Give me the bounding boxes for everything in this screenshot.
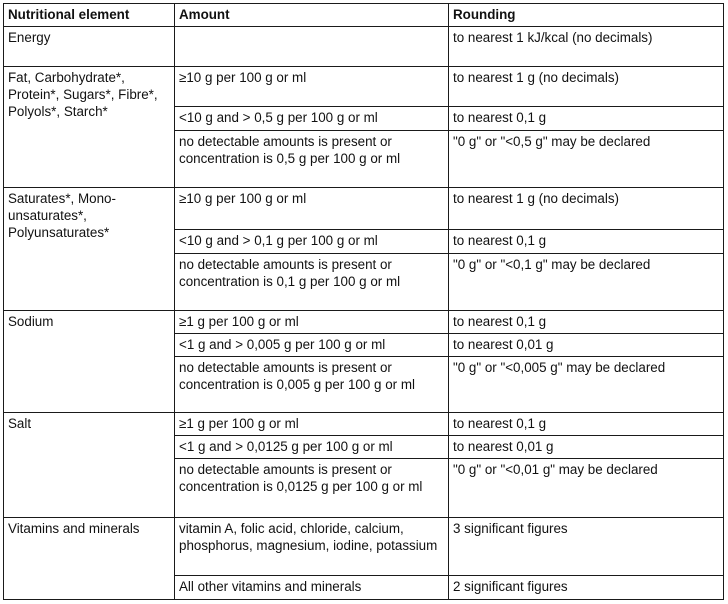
rounding-cell: to nearest 0,1 g [449,107,724,131]
element-cell-fat-carbohydrate: Fat, Carbohydrate*, Protein*, Sugars*, Fibre*, Polyols*, Starch* [4,67,175,188]
amount-cell: no detectable amounts is present or concentration is 0,1 g per 100 g or ml [175,254,449,311]
amount-cell: ≥1 g per 100 g or ml [175,311,449,334]
amount-cell: <1 g and > 0,0125 g per 100 g or ml [175,436,449,459]
amount-cell: <10 g and > 0,1 g per 100 g or ml [175,230,449,254]
amount-cell [175,27,449,67]
rounding-cell: to nearest 1 g (no decimals) [449,188,724,230]
table-row [4,67,724,107]
amount-cell: ≥1 g per 100 g or ml [175,413,449,436]
amount-cell: ≥10 g per 100 g or ml [175,67,449,107]
rounding-cell: to nearest 1 g (no decimals) [449,67,724,107]
header-nutritional-element: Nutritional element [4,4,175,27]
element-cell-sodium: Sodium [4,311,175,413]
rounding-cell: 3 significant figures [449,518,724,576]
rounding-cell: to nearest 1 kJ/kcal (no decimals) [449,27,724,67]
element-cell-energy: Energy [4,27,175,67]
rounding-cell: to nearest 0,01 g [449,334,724,357]
table-row [4,413,724,436]
amount-cell: no detectable amounts is present or concentration is 0,5 g per 100 g or ml [175,131,449,188]
amount-cell: no detectable amounts is present or concentration is 0,0125 g per 100 g or ml [175,459,449,518]
table-header-row [4,4,724,27]
element-cell-saturates: Saturates*, Mono-unsaturates*, Polyunsaturates* [4,188,175,311]
rounding-cell: "0 g" or "<0,1 g" may be declared [449,254,724,311]
rounding-cell: to nearest 0,1 g [449,311,724,334]
rounding-cell: "0 g" or "<0,005 g" may be declared [449,357,724,413]
header-amount: Amount [175,4,449,27]
rounding-cell: to nearest 0,1 g [449,413,724,436]
element-cell-vitamins-minerals: Vitamins and minerals [4,518,175,600]
amount-cell: All other vitamins and minerals [175,576,449,600]
rounding-cell: 2 significant figures [449,576,724,600]
table-row [4,518,724,576]
amount-cell: ≥10 g per 100 g or ml [175,188,449,230]
rounding-cell: to nearest 0,01 g [449,436,724,459]
rounding-cell: "0 g" or "<0,01 g" may be declared [449,459,724,518]
amount-cell: vitamin A, folic acid, chloride, calcium, phosphorus, magnesium, iodine, potassium [175,518,449,576]
nutrition-rounding-table [3,3,724,600]
amount-cell: no detectable amounts is present or concentration is 0,005 g per 100 g or ml [175,357,449,413]
table-row [4,188,724,230]
rounding-cell: to nearest 0,1 g [449,230,724,254]
table-row [4,27,724,67]
amount-cell: <10 g and > 0,5 g per 100 g or ml [175,107,449,131]
table-row [4,311,724,334]
element-cell-salt: Salt [4,413,175,518]
header-rounding: Rounding [449,4,724,27]
amount-cell: <1 g and > 0,005 g per 100 g or ml [175,334,449,357]
rounding-cell: "0 g" or "<0,5 g" may be declared [449,131,724,188]
